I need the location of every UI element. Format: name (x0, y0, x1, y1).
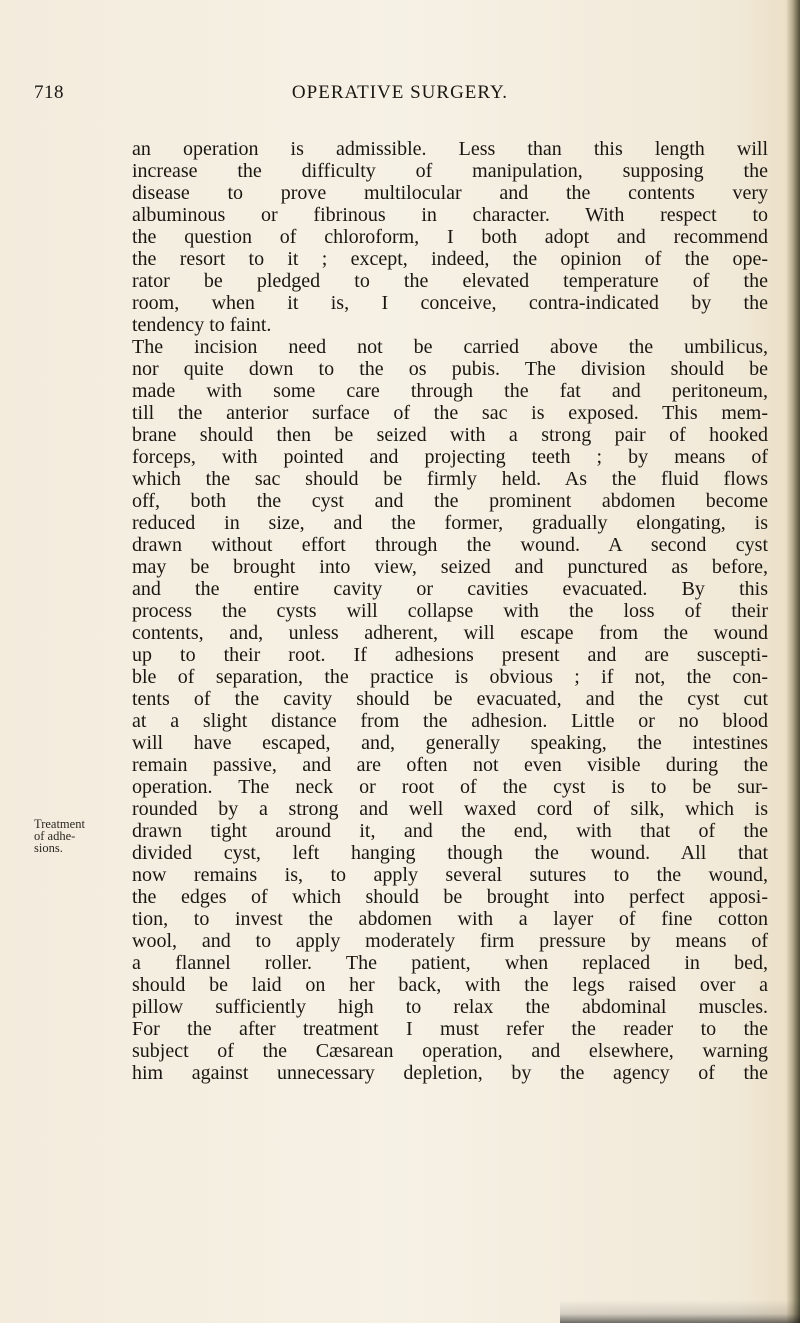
text-line: operation. The neck or root of the cyst is to be sur- (132, 776, 768, 798)
margin-note (34, 818, 96, 854)
text-line: off, both the cyst and the prominent abdomen become (132, 490, 768, 512)
text-line: drawn tight around it, and the end, with that of the (132, 820, 768, 842)
text-line: forceps, with pointed and projecting teeth ; by means of (132, 446, 768, 468)
margin-note-line: Treatment (34, 817, 85, 831)
text-line: the question of chloroform, I both adopt and recommend (132, 226, 768, 248)
text-line: room, when it is, I conceive, contra-indicated by the (132, 292, 768, 314)
text-line: made with some care through the fat and peritoneum, (132, 380, 768, 402)
page-number: 718 (34, 82, 64, 103)
text-line: subject of the Cæsarean operation, and elsewhere, warning (132, 1040, 768, 1062)
text-line: will have escaped, and, generally speaking, the intestines (132, 732, 768, 754)
text-line: till the anterior surface of the sac is exposed. This mem- (132, 402, 768, 424)
text-line: rounded by a strong and well waxed cord of silk, which is (132, 798, 768, 820)
text-line: increase the difficulty of manipulation, supposing the (132, 160, 768, 182)
text-line: albuminous or fibrinous in character. With respect to (132, 204, 768, 226)
margin-note-line: of adhe- (34, 829, 76, 843)
text-line: For the after treatment I must refer the reader to the (132, 1018, 768, 1040)
running-title: OPERATIVE SURGERY. (291, 82, 509, 103)
page-edge-shadow (786, 0, 800, 1323)
text-line: rator be pledged to the elevated temperature of the (132, 270, 768, 292)
text-line: an operation is admissible. Less than this length will (132, 138, 768, 160)
text-line: tents of the cavity should be evacuated, and the cyst cut (132, 688, 768, 710)
text-line: remain passive, and are often not even visible during the (132, 754, 768, 776)
text-line: The incision need not be carried above the umbilicus, (132, 336, 768, 358)
page-header (0, 82, 800, 112)
text-line: the resort to it ; except, indeed, the opinion of the ope- (132, 248, 768, 270)
text-line: up to their root. If adhesions present and are suscepti- (132, 644, 768, 666)
text-line: a flannel roller. The patient, when replaced in bed, (132, 952, 768, 974)
page-bottom-shadow (560, 1300, 800, 1323)
text-line: may be brought into view, seized and punctured as before, (132, 556, 768, 578)
margin-note-line: sions. (34, 841, 63, 855)
text-line: disease to prove multilocular and the contents very (132, 182, 768, 204)
text-line: and the entire cavity or cavities evacuated. By this (132, 578, 768, 600)
text-line: reduced in size, and the former, gradually elongating, is (132, 512, 768, 534)
text-line: at a slight distance from the adhesion. Little or no blood (132, 710, 768, 732)
text-line: nor quite down to the os pubis. The division should be (132, 358, 768, 380)
text-line: ble of separation, the practice is obvious ; if not, the con- (132, 666, 768, 688)
text-line: which the sac should be firmly held. As the fluid flows (132, 468, 768, 490)
text-line: the edges of which should be brought into perfect apposi- (132, 886, 768, 908)
text-line: contents, and, unless adherent, will escape from the wound (132, 622, 768, 644)
text-line: wool, and to apply moderately firm pressure by means of (132, 930, 768, 952)
text-line: tendency to faint. (132, 314, 272, 336)
body-text (132, 138, 768, 1084)
text-line: drawn without effort through the wound. A second cyst (132, 534, 768, 556)
text-line: now remains is, to apply several sutures to the wound, (132, 864, 768, 886)
text-line: divided cyst, left hanging though the wound. All that (132, 842, 768, 864)
text-line: brane should then be seized with a strong pair of hooked (132, 424, 768, 446)
text-line: him against unnecessary depletion, by the agency of the (132, 1062, 768, 1084)
text-line: should be laid on her back, with the legs raised over a (132, 974, 768, 996)
text-line: pillow sufficiently high to relax the abdominal muscles. (132, 996, 768, 1018)
text-line: process the cysts will collapse with the loss of their (132, 600, 768, 622)
text-line: tion, to invest the abdomen with a layer of fine cotton (132, 908, 768, 930)
